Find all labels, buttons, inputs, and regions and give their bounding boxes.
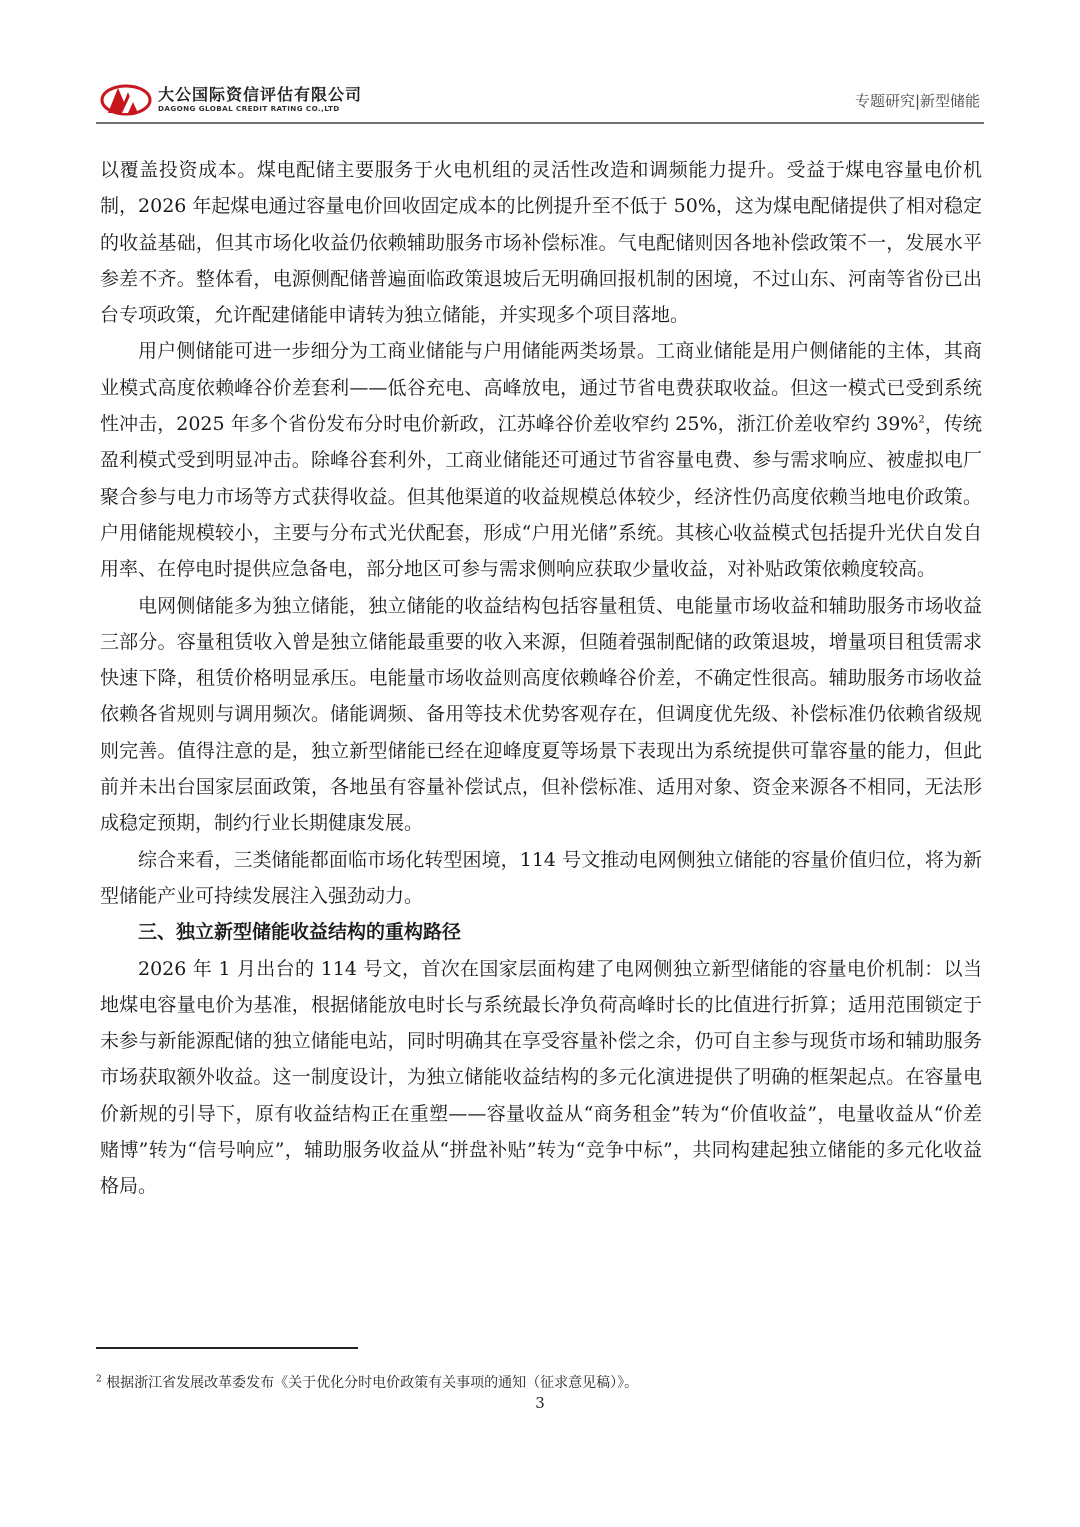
footnote-ref[interactable]: 2 [918, 414, 925, 426]
company-name-en: DAGONG GLOBAL CREDIT RATING CO.,LTD [158, 104, 340, 113]
company-name-cn: 大公国际资信评估有限公司 [158, 85, 363, 104]
paragraph-2-part-b: ，传统盈利模式受到明显冲击。除峰谷套利外，工商业储能还可通过节省容量电费、参与需求响应、被虚拟电厂聚合参与电力市场等方式获得收益。但其他渠道的收益规模总体较少，经济性仍高度依赖当地电价政策。户用储能规模较小，主要与分布式光伏配套，形成“户用光储”系统。其核心收益模式包括提升光伏自发自用率、在停电时提供应急备电，部分地区可参与需求侧响应获取少量收益，对补贴政策依赖度较高。 [100, 413, 982, 581]
paragraph-2 [100, 333, 982, 587]
paragraph-1: 以覆盖投资成本。煤电配储主要服务于火电机组的灵活性改造和调频能力提升。受益于煤电容量电价机制，2026 年起煤电通过容量电价回收固定成本的比例提升至不低于 50%，这为煤电配储提供了相对稳定的收益基础，但其市场化收益仍依赖辅助服务市场补偿标准。气电配储则因各地补偿政策不一，发展水平参差不齐。整体看，电源侧配储普遍面临政策退坡后无明确回报机制的困境，不过山东、河南等省份已出台专项政策，允许配建储能申请转为独立储能，并实现多个项目落地。 [100, 159, 982, 327]
page-number: 3 [535, 1394, 545, 1412]
header-rule [96, 122, 984, 124]
paragraph-3: 电网侧储能多为独立储能，独立储能的收益结构包括容量租赁、电能量市场收益和辅助服务市场收益三部分。容量租赁收入曾是独立储能最重要的收入来源，但随着强制配储的政策退坡，增量项目租赁需求快速下降，租赁价格明显承压。电能量市场收益则高度依赖峰谷价差，不确定性很高。辅助服务市场收益依赖各省规则与调用频次。储能调频、备用等技术优势客观存在，但调度优先级、补偿标准仍依赖省级规则完善。值得注意的是，独立新型储能已经在迎峰度夏等场景下表现出为系统提供可靠容量的能力，但此前并未出台国家层面政策，各地虽有容量补偿试点，但补偿标准、适用对象、资金来源各不相同，无法形成稳定预期，制约行业长期健康发展。 [100, 594, 982, 835]
footnote-marker: 2 [96, 1374, 102, 1385]
footnote [96, 1372, 984, 1392]
section-heading: 三、独立新型储能收益结构的重构路径 [138, 921, 462, 944]
page-header [96, 76, 984, 124]
paragraph-2-part-a: 用户侧储能可进一步细分为工商业储能与户用储能两类场景。工商业储能是用户侧储能的主体，其商业模式高度依赖峰谷价差套利——低谷充电、高峰放电，通过节省电费获取收益。但这一模式已受到系统性冲击，2025 年多个省份发布分时电价新政，江苏峰谷价差收窄约 25%，浙江价差收窄约 39% [100, 340, 982, 436]
footnote-text: 根据浙江省发展改革委发布《关于优化分时电价政策有关事项的通知（征求意见稿）》。 [106, 1375, 639, 1391]
footnote-rule [96, 1347, 358, 1349]
dagong-logo-icon [100, 80, 152, 118]
body-text [100, 152, 982, 1205]
paragraph-5: 2026 年 1 月出台的 114 号文，首次在国家层面构建了电网侧独立新型储能的容量电价机制：以当地煤电容量电价为基准，根据储能放电时长与系统最长净负荷高峰时长的比值进行折算；适用范围锁定于未参与新能源配储的独立储能电站，同时明确其在享受容量补偿之余，仍可自主参与现货市场和辅助服务市场获取额外收益。这一制度设计，为独立储能收益结构的多元化演进提供了明确的框架起点。在容量电价新规的引导下，原有收益结构正在重塑——容量收益从“商务租金”转为“价值收益”，电量收益从“价差赌博”转为“信号响应”，辅助服务收益从“拼盘补贴”转为“竞争中标”，共同构建起独立储能的多元化收益格局。 [100, 957, 982, 1198]
paragraph-4: 综合来看，三类储能都面临市场化转型困境，114 号文推动电网侧独立储能的容量价值归位，将为新型储能产业可持续发展注入强劲动力。 [100, 848, 982, 907]
section-tag: 专题研究|新型储能 [854, 92, 980, 110]
